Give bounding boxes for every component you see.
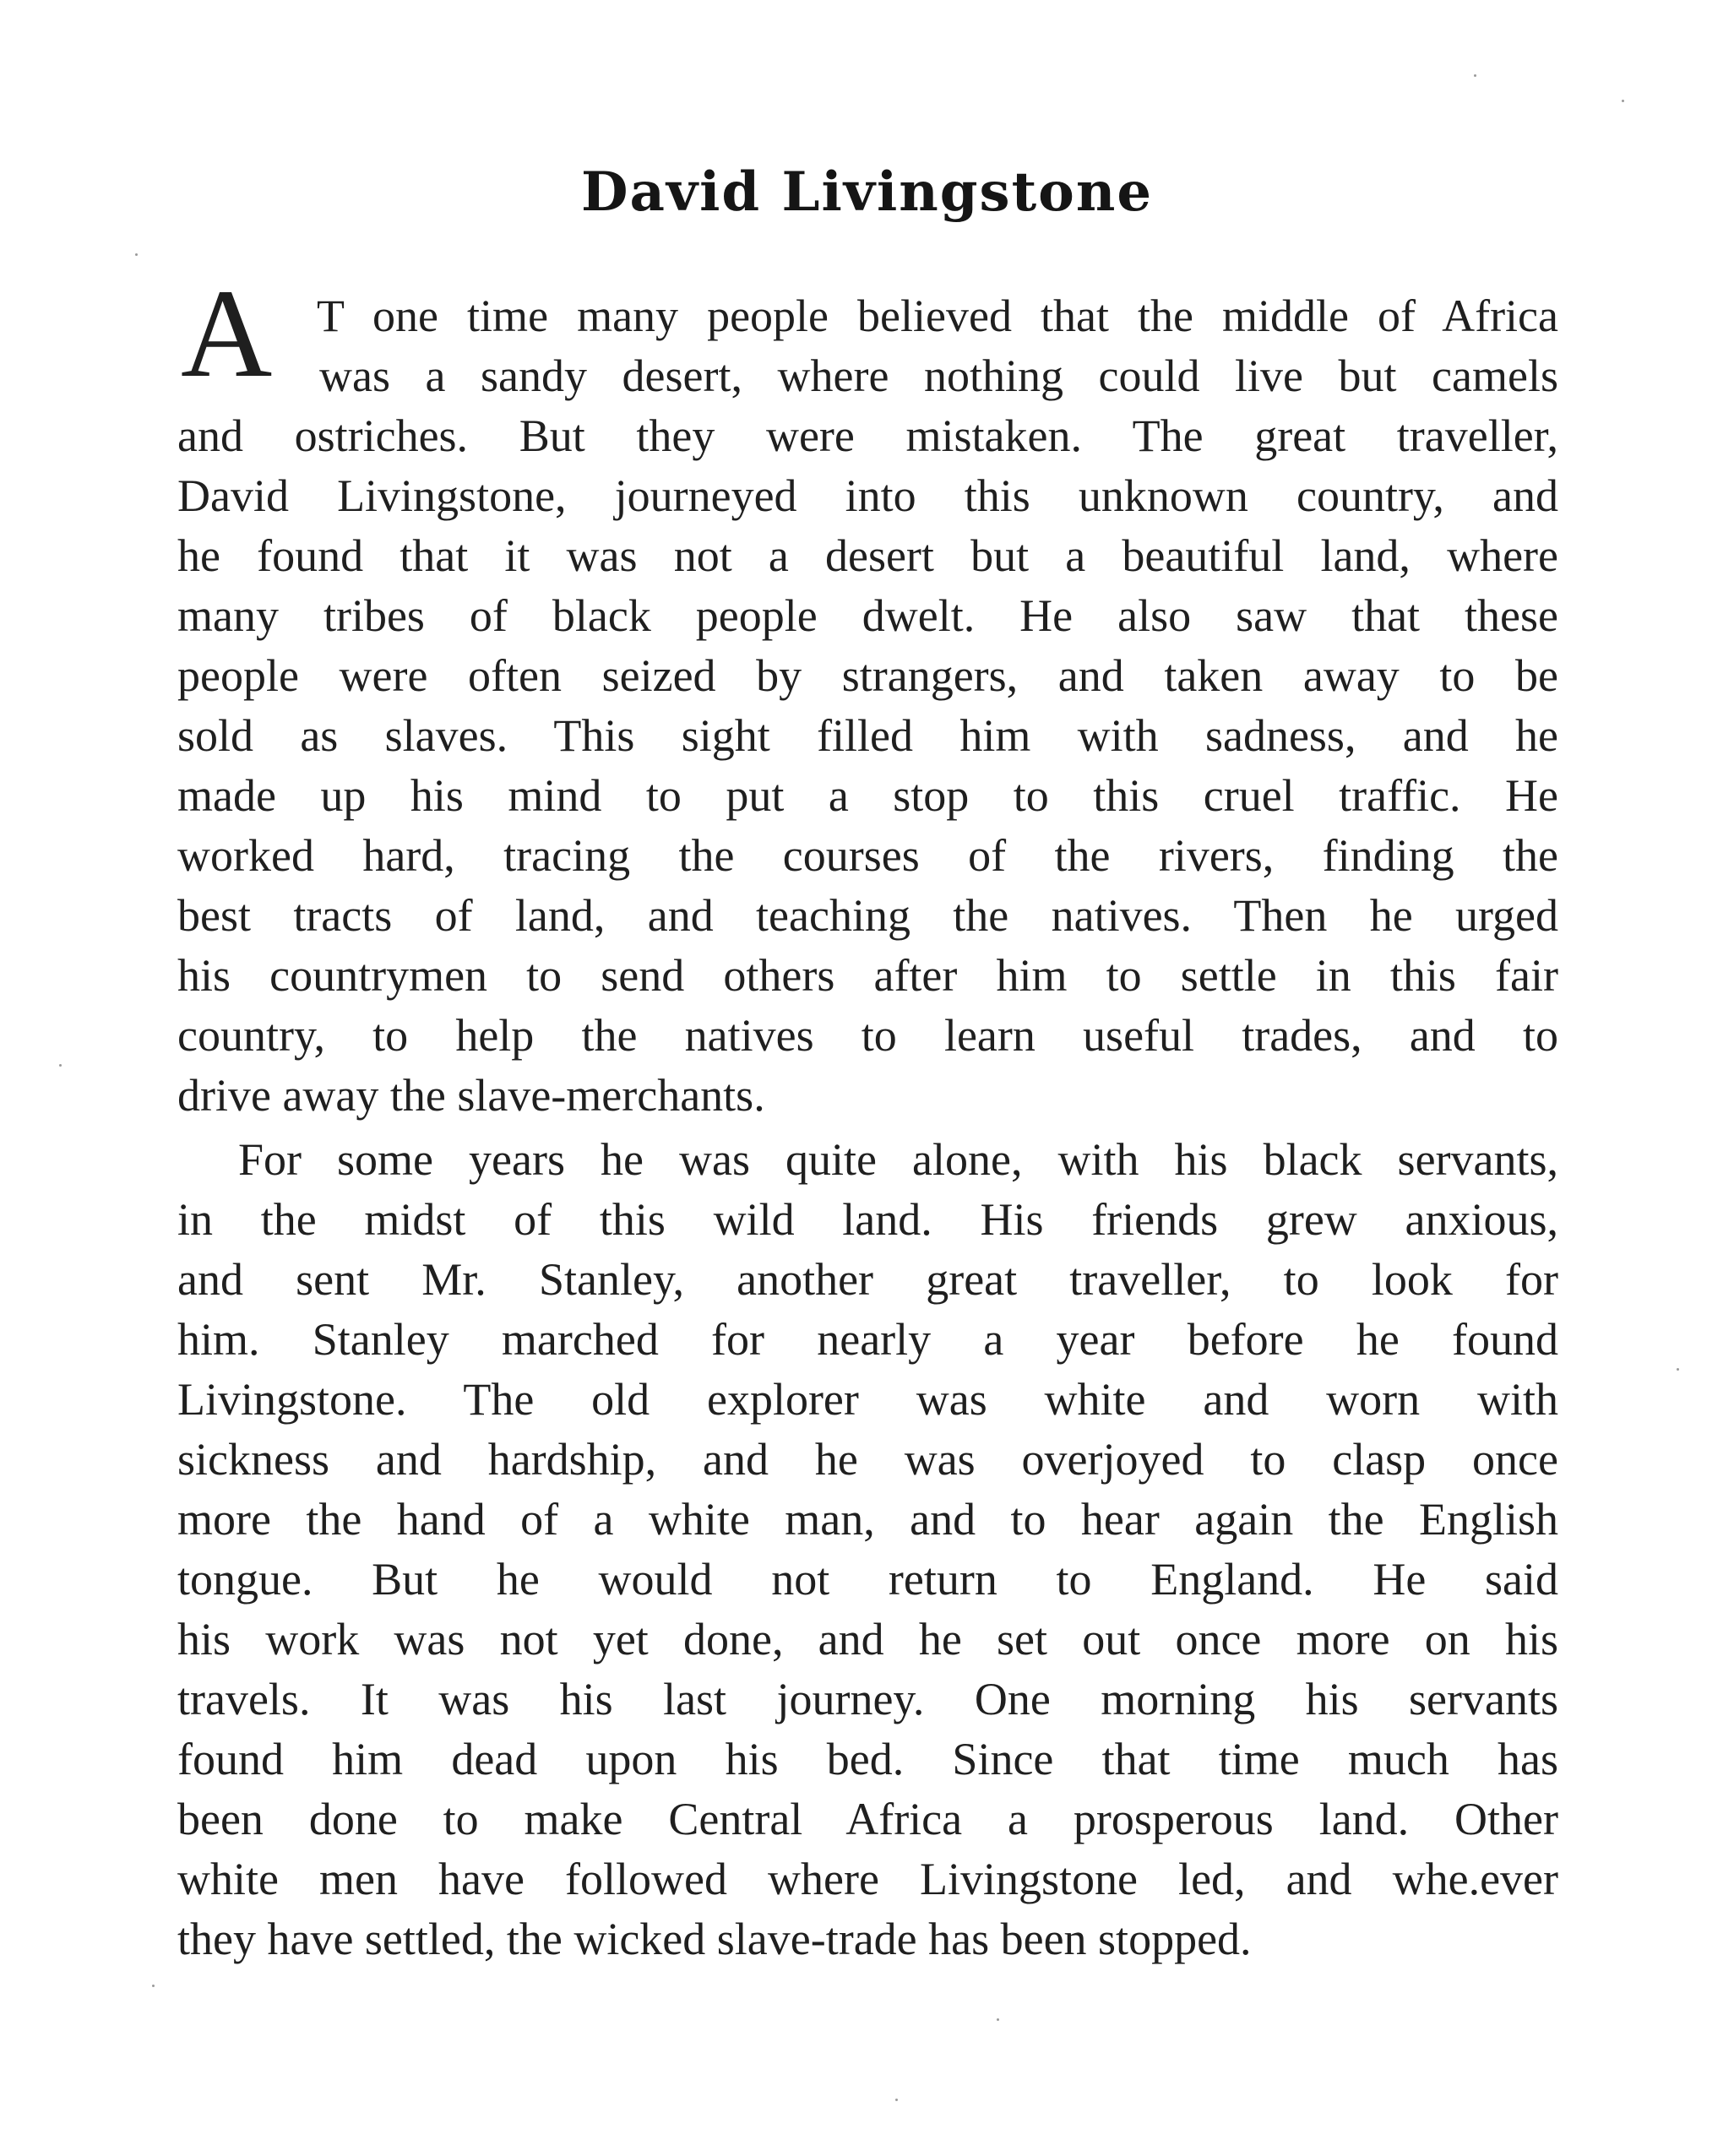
scan-speck <box>1474 74 1476 77</box>
text-line: Livingstone. The old explorer was white and worn with <box>177 1374 1558 1425</box>
scan-speck <box>997 2018 999 2021</box>
text-line: country, to help the natives to learn useful trades, and to <box>177 1010 1558 1061</box>
text-line: best tracts of land, and teaching the natives. Then he urged <box>177 890 1558 941</box>
text-line: travels. It was his last journey. One morning his servants <box>177 1674 1558 1724</box>
text-line: in the midst of this wild land. His friends grew anxious, <box>177 1194 1558 1245</box>
scan-speck <box>1622 100 1624 102</box>
text-line: and sent Mr. Stanley, another great traveller, to look for <box>177 1254 1558 1305</box>
text-line: For some years he was quite alone, with his black servants, <box>238 1134 1558 1185</box>
drop-cap: A <box>181 263 273 404</box>
text-line: people were often seized by strangers, and taken away to be <box>177 650 1558 701</box>
scan-speck <box>1677 1368 1679 1371</box>
text-line: they have settled, the wicked slave-trade has been stopped. <box>177 1914 1252 1964</box>
page-title: David Livingstone <box>580 160 1154 224</box>
scan-speck <box>135 253 138 256</box>
text-line: white men have followed where Livingstone led, and whe.ever <box>177 1854 1558 1904</box>
text-line: made up his mind to put a stop to this cruel traffic. He <box>177 770 1558 821</box>
text-line: was a sandy desert, where nothing could live but camels <box>319 350 1558 401</box>
text-line: found him dead upon his bed. Since that time much has <box>177 1734 1558 1784</box>
text-line: his countrymen to send others after him to settle in this fair <box>177 950 1558 1001</box>
text-line: more the hand of a white man, and to hear again the English <box>177 1494 1558 1545</box>
text-line: him. Stanley marched for nearly a year before he found <box>177 1314 1558 1365</box>
text-line: he found that it was not a desert but a beautiful land, where <box>177 530 1558 581</box>
scan-speck <box>59 1064 62 1067</box>
text-line: sickness and hardship, and he was overjoyed to clasp once <box>177 1434 1558 1485</box>
text-line: David Livingstone, journeyed into this unknown country, and <box>177 470 1558 521</box>
text-line: drive away the slave-merchants. <box>177 1070 765 1121</box>
text-line: many tribes of black people dwelt. He also saw that these <box>177 590 1558 641</box>
scan-speck <box>152 1985 155 1987</box>
scan-speck <box>895 2099 898 2101</box>
text-line: tongue. But he would not return to England. He said <box>177 1554 1558 1605</box>
text-line: and ostriches. But they were mistaken. The great traveller, <box>177 410 1558 461</box>
text-line: been done to make Central Africa a prosperous land. Other <box>177 1794 1558 1844</box>
text-line: his work was not yet done, and he set out once more on his <box>177 1614 1558 1665</box>
text-line: worked hard, tracing the courses of the rivers, finding the <box>177 830 1558 881</box>
text-line: T one time many people believed that the middle of Africa <box>317 291 1558 341</box>
text-line: sold as slaves. This sight filled him with sadness, and he <box>177 710 1558 761</box>
